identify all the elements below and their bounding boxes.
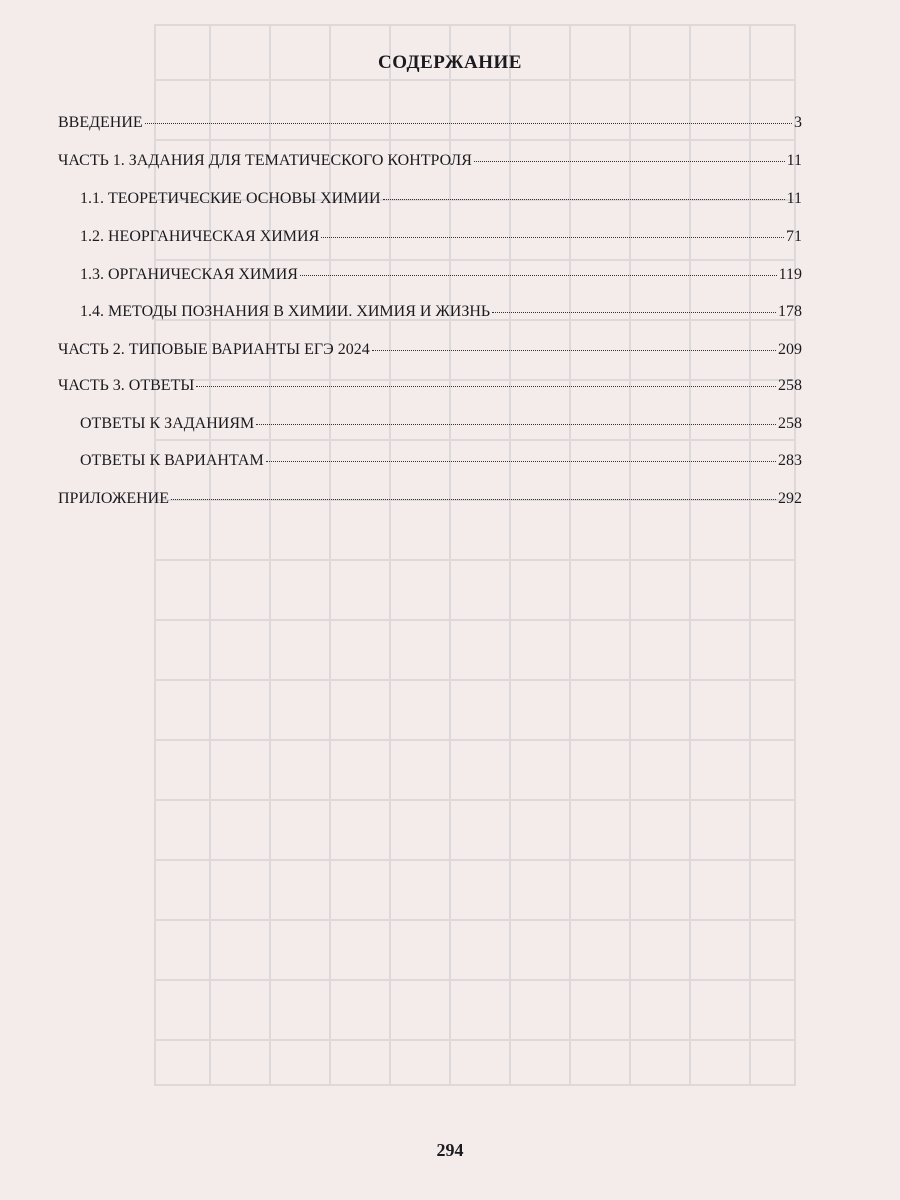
toc-entry-label: ОТВЕТЫ К ЗАДАНИЯМ [80, 415, 255, 432]
toc-entry-label: ЧАСТЬ 3. ОТВЕТЫ [58, 377, 195, 394]
toc-entry-page: 283 [778, 452, 802, 469]
toc-entry-part-3[interactable] [58, 377, 802, 395]
toc-entry-page: 258 [778, 377, 802, 394]
toc-leader-dots [256, 424, 776, 425]
toc-entry-page: 178 [778, 303, 802, 320]
toc-entry-introduction[interactable] [58, 114, 802, 132]
toc-leader-dots [196, 386, 776, 387]
toc-leader-dots [300, 275, 777, 276]
toc-entry-page: 71 [786, 228, 802, 245]
toc-entry-page: 209 [778, 341, 802, 358]
toc-entry-label: ЧАСТЬ 1. ЗАДАНИЯ ДЛЯ ТЕМАТИЧЕСКОГО КОНТРОЛЯ [58, 152, 472, 169]
toc-leader-dots [145, 123, 792, 124]
toc-entry-page: 258 [778, 415, 802, 432]
toc-leader-dots [171, 499, 776, 500]
toc-entry-1-3[interactable] [80, 266, 802, 284]
toc-entry-label: 1.3. ОРГАНИЧЕСКАЯ ХИМИЯ [80, 266, 298, 283]
toc-entry-label: ВВЕДЕНИЕ [58, 114, 143, 131]
toc-entry-1-2[interactable] [80, 228, 802, 246]
toc-leader-dots [474, 161, 785, 162]
toc-leader-dots [492, 312, 776, 313]
toc-entry-part-2[interactable] [58, 341, 802, 359]
toc-entry-answers-variants[interactable] [80, 452, 802, 470]
toc-entry-1-1[interactable] [80, 190, 802, 208]
toc-entry-page: 3 [794, 114, 802, 131]
toc-leader-dots [372, 350, 776, 351]
toc-entry-label: ЧАСТЬ 2. ТИПОВЫЕ ВАРИАНТЫ ЕГЭ 2024 [58, 341, 370, 358]
toc-entry-answers-tasks[interactable] [80, 415, 802, 433]
toc-entry-label: 1.2. НЕОРГАНИЧЕСКАЯ ХИМИЯ [80, 228, 320, 245]
toc-leader-dots [266, 461, 776, 462]
toc-entry-page: 119 [778, 266, 802, 283]
bleed-through-table-watermark [150, 20, 800, 1090]
toc-entry-appendix[interactable] [58, 490, 802, 508]
toc-leader-dots [321, 237, 784, 238]
toc-entry-page: 11 [786, 190, 802, 207]
page-title: СОДЕРЖАНИЕ [378, 52, 522, 73]
page-number: 294 [436, 1140, 464, 1160]
toc-entry-label: 1.4. МЕТОДЫ ПОЗНАНИЯ В ХИМИИ. ХИМИЯ И ЖИЗНЬ [80, 303, 491, 320]
toc-entry-page: 292 [778, 490, 802, 507]
toc-entry-label: ПРИЛОЖЕНИЕ [58, 490, 170, 507]
toc-leader-dots [383, 199, 785, 200]
toc-entry-1-4[interactable] [80, 303, 802, 321]
toc-entry-label: 1.1. ТЕОРЕТИЧЕСКИЕ ОСНОВЫ ХИМИИ [80, 190, 381, 207]
toc-entry-page: 11 [786, 152, 802, 169]
toc-entry-label: ОТВЕТЫ К ВАРИАНТАМ [80, 452, 264, 469]
toc-entry-part-1[interactable] [58, 152, 802, 170]
